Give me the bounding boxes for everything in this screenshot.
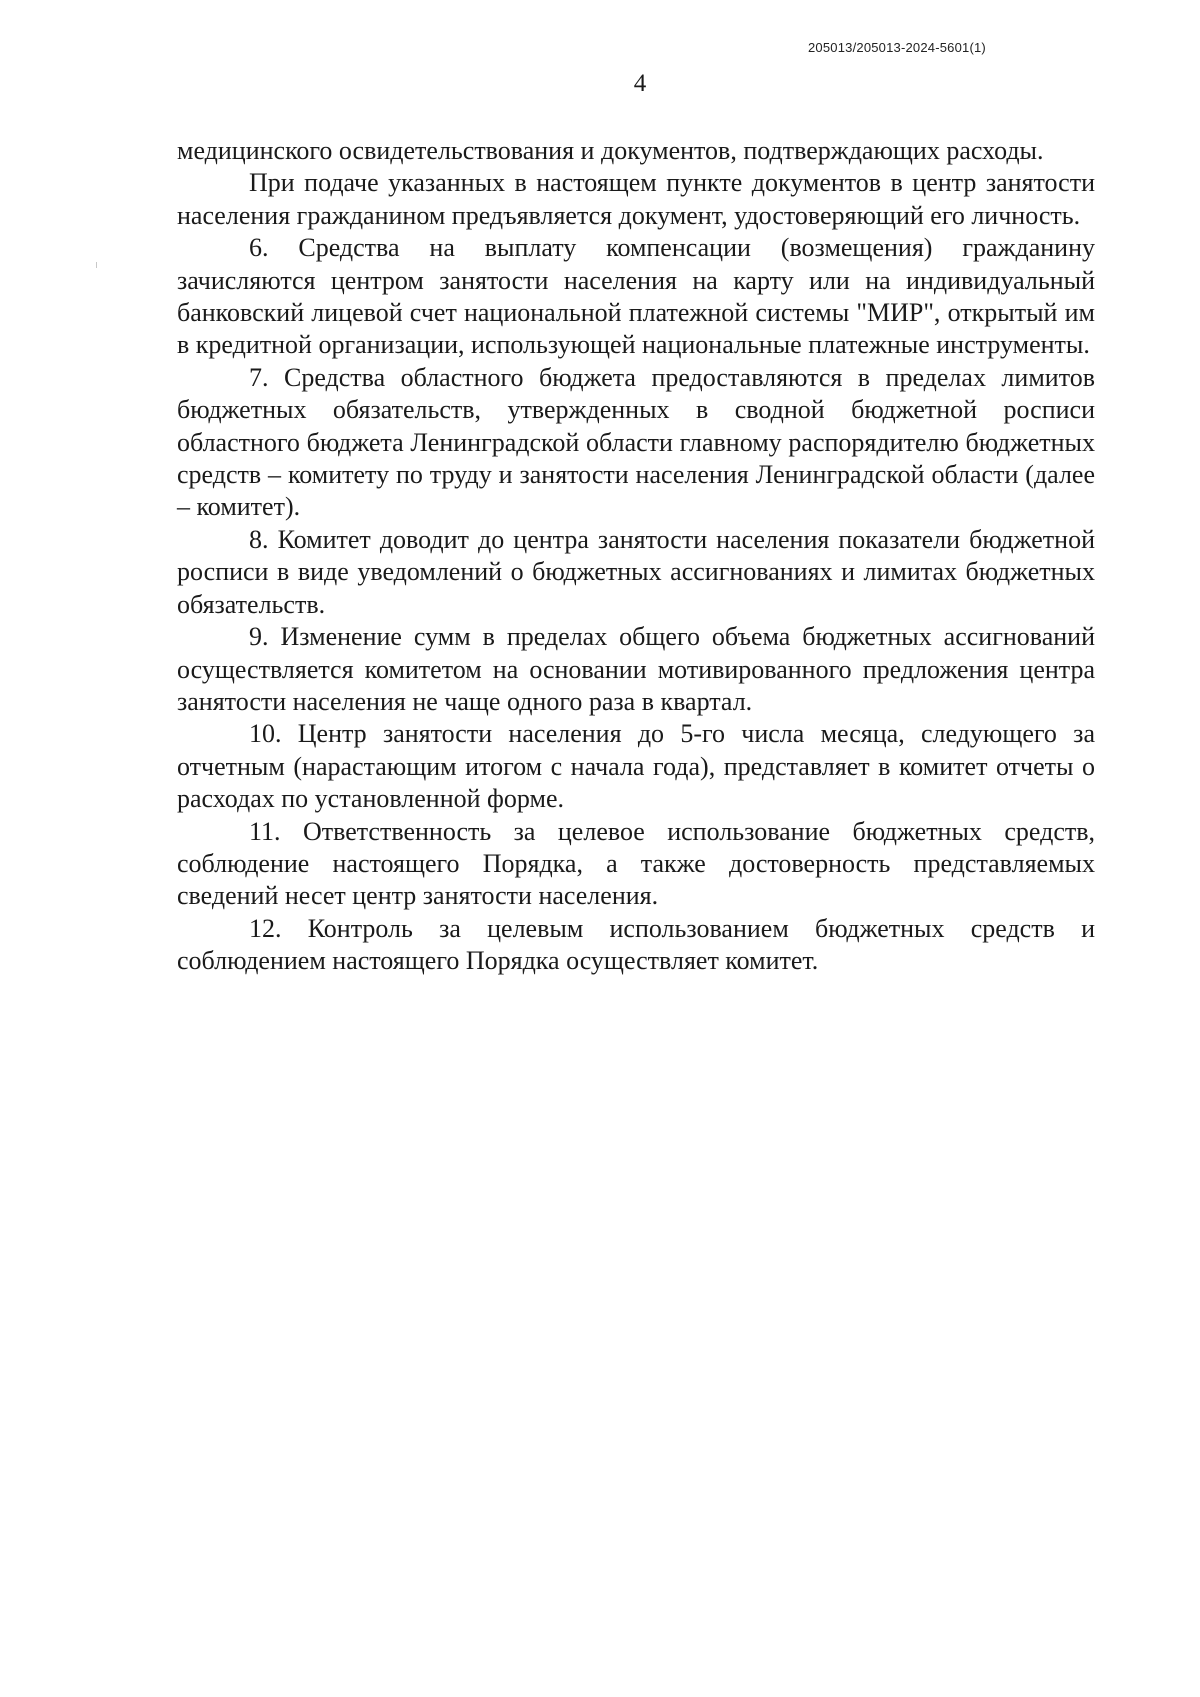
paragraph-item-8: 8. Комитет доводит до центра занятости населения показатели бюджетной росписи в виде уведомлений о бюджетных ассигнованиях и лимитах бюджетных обязательств. xyxy=(177,524,1095,619)
scan-artifact xyxy=(96,262,97,268)
paragraph-item-9: 9. Изменение сумм в пределах общего объема бюджетных ассигнований осуществляется комитетом на основании мотивированного предложения центра занятости населения не чаще одного раза в квартал. xyxy=(177,622,1095,716)
page-number: 4 xyxy=(633,70,647,97)
paragraph-item-10: 10. Центр занятости населения до 5-го числа месяца, следующего за отчетным (нарастающим итогом с начала года), представляет в комитет отчеты о расходах по установленной форме. xyxy=(177,719,1095,814)
paragraph-item-7: 7. Средства областного бюджета предоставляются в пределах лимитов бюджетных обязательств, утвержденных в сводной бюджетной росписи областного бюджета Ленинградской области главному распорядителю бюджетных средств – комитету по труду и занятости населения Ленинградской области (далее – комитет). xyxy=(177,362,1095,522)
document-body xyxy=(177,135,1095,978)
paragraph-item-11: 11. Ответственность за целевое использование бюджетных средств, соблюдение настоящего Порядка, а также достоверность представляемых сведений несет центр занятости населения. xyxy=(177,816,1095,911)
paragraph-item-12: 12. Контроль за целевым использованием бюджетных средств и соблюдением настоящего Порядка осуществляет комитет. xyxy=(177,913,1095,976)
paragraph-item-6: 6. Средства на выплату компенсации (возмещения) гражданину зачисляются центром занятости населения на карту или на индивидуальный банковский лицевой счет национальной платежной системы "МИР", открытый им в кредитной организации, использующей национальные платежные инструменты. xyxy=(177,233,1095,360)
paragraph-documents-presentation: При подаче указанных в настоящем пункте документов в центр занятости населения гражданином предъявляется документ, удостоверяющий его личность. xyxy=(177,168,1095,230)
paragraph-continuation: медицинского освидетельствования и документов, подтверждающих расходы. xyxy=(177,136,1044,165)
document-id: 205013/205013-2024-5601(1) xyxy=(808,40,986,55)
